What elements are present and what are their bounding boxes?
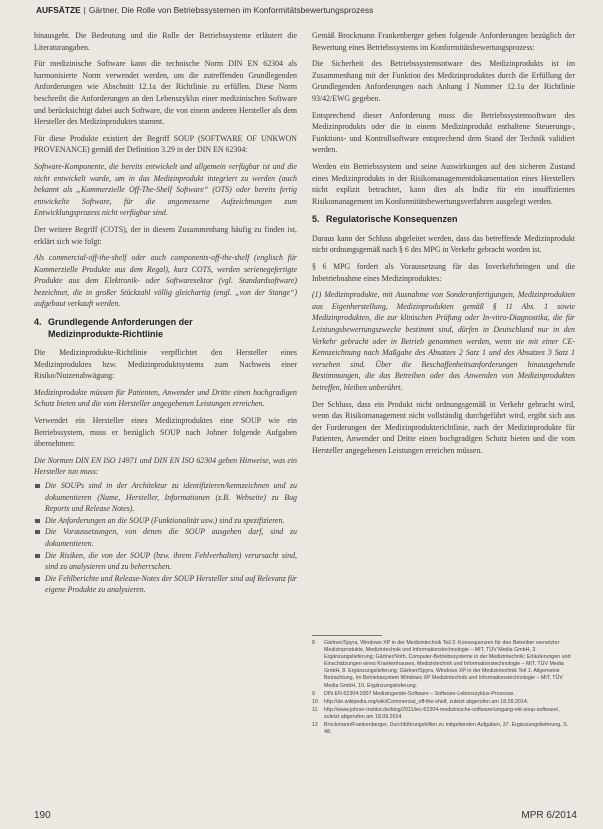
footnote [312,699,575,706]
list-item: Die SOUPs sind in der Architektur zu identifizieren/kennzeichnen und zu dokumentieren (Name, Hersteller, Informationen (z.B. Webseite) zu Bug Reports und Release Notes). [34,480,297,515]
paragraph: § 6 MPG fordert als Voraussetzung für das Inverkehrbringen und die Inbetriebnahme eines Medizinproduktes: [312,262,575,283]
footnote [312,707,575,721]
cots-quote: Als commercial-off-the-shelf oder auch components-off-the-shelf (englisch für Kommerzielle Produkte aus dem Regal), kurz COTS, werden serienegefertigte Produkte aus dem Elektronik- oder Softwaresektor (vgl. Standardsoftware) bezeichnet, die in großer Stückzahl völlig gleichartig (engl. „von der Stange“) aufgebaut verkauft werden. [34,253,297,309]
list-item: Die Anforderungen an die SOUP (Funktionalität usw.) sind zu spezifizieren. [34,515,297,527]
footnote [312,722,575,736]
footnote-text: http://www.johner-institut.de/blog/2011/iec-62304-medizinische-software/umgang-mit-soup-software/, zuletzt abgerufen am 18.09.2014. [324,706,560,720]
footnote-text: http://de.wikipedia.org/wiki/Commercial_off-the-shelf, zuletzt abgerufen am 18.09.2014. [324,698,529,705]
paragraph: hinausgeht. Die Bedeutung und die Rolle der Betriebssysteme erläutert die Literaturangaben. [34,31,297,52]
section-number: 4. [34,317,42,328]
running-header [36,5,576,15]
paragraph: Verwendet ein Hersteller eines Medizinproduktes eine SOUP wie ein Betriebssystem, muss er bezüglich SOUP nach Johner folgende Aufgaben übernehmen: [34,416,297,449]
list-item: Die Risiken, die von der SOUP (bzw. ihrem Fehlverhalten) verursacht sind, sind zu analysieren und zu beherrschen. [34,550,297,573]
standards-intro: Die Normen DIN EN ISO 14971 und DIN EN ISO 62304 geben Hinweise, was ein Hersteller tun muss: [34,455,297,477]
footnote-rule [312,635,382,636]
section-heading-4 [34,317,297,340]
footnote-text: Brockmann/Frankenberger, Durchführungshilfen zu mitgeltenden Aufgaben, 37. Ergänzungslieferung, S. 48. [324,722,569,736]
soup-task-list [34,480,297,596]
paragraph: Die Medizinprodukte-Richtlinie verpflichtet den Hersteller eines Medizinproduktes bzw. Medizinproduktsystems zum Nachweis einer Risiko/Nutzenabwägung: [34,348,297,381]
journal-issue: MPR 6/2014 [521,810,577,821]
footnote-text: DIN EN 62304:2007 Medizingeräte-Software – Software-Lebenszyklus-Prozesse. [324,690,515,697]
section-heading-5 [312,214,575,226]
footnote-number: 9 [312,690,315,697]
definition-quote: Software-Komponente, die bereits entwickelt und allgemein verfügbar ist und die nicht entwickelt wurde, um in das Medizinprodukt integriert zu werden (auch bekannt als „Kommerzielle Off-The-Shelf Software“ (OTS) oder bereits fertig entwickelte Software, für die angemessene Aufzeichnungen zum Entwicklungsprozess nicht verfügbar sind. [34,161,297,218]
footnote-number: 8 [312,640,315,646]
header-separator: | [83,5,86,15]
paragraph: Für medizinische Software kann die technische Norm DIN EN 62304 als harmonisierte Norm verwendet werden, um die zutreffenden Grundlegenden Anforderungen wie Abschnitt 12.1a der Richtlinie zu erfüllen. Diese Norm beschreibt die Anforderungen an den Lebenszyklus einer medizinischen Software und berücksichtigt dabei auch Software, die von einem anderen Hersteller als dem Hersteller des Medizinproduktes stammt. [34,59,297,127]
footnote-number: 11 [312,706,318,713]
footnote-text: Gärtner/Spyra, Windows XP in der Medizintechnik Teil 2: Konsequenzen für den Betreiber vernetzter Medizinprodukte, Medizintechnik und Informationstechnologie – MIT, TÜV Media GmbH, 3. Ergänzungslieferung; Gärtner/Voth, Computer-Betriebssysteme in der Medizintechnik: Erläuterungen und Einschätzungen eines Krankenhauses, Medizintechnik und Informationstechnologie – MIT, TÜV Media GmbH, 8. Ergänzungslieferung; Gärtner/Spyra, Windows XP in der Medizintechnik Teil 1: Allgemeine Betrachtung, Im Betriebssystem Windows XP Medizintechnik und Informationstechnologie – MIT, TÜV Media GmbH, 10. Ergänzungslieferung. [324,640,571,689]
law-quote: (1) Medizinprodukte, mit Ausnahme von Sonderanfertigungen, Medizinprodukten aus Eigenherstellung, Medizinprodukten gemäß § 11 Abs. 1 sowie Medizinprodukten, die zur klinischen Prüfung oder In-vitro-Diagnostika, die für Leistungsbewertungszwecke bestimmt sind, dürfen in Deutschland nur in den Verkehr gebracht oder in Betrieb genommen werden, wenn sie mit einer CE-Kennzeichnung nach Maßgabe des Absatzes 2 Satz 1 und des Absatzes 3 Satz 1 versehen sind. Über die Beschaffenheitsanforderungen hinausgehende Bestimmungen, die das Betreiben oder das Anwenden von Medizinprodukten betreffen, bleiben unberührt. [312,290,575,392]
list-item: Die Fehlberichte und Release-Notes der SOUP Hersteller sind auf Relevanz für eigene Produkte zu analysieren. [34,573,297,596]
page-number: 190 [34,810,51,821]
footnote [312,640,575,690]
list-item: Die Voraussetzungen, von denen die SOUP ausgehen darf, sind zu dokumentieren. [34,526,297,549]
paragraph: Daraus kann der Schluss abgeleitet werden, dass das betreffende Medizinprodukt nicht ordnungsgemäß nach § 6 des MPG in Verkehr gebracht worden ist. [312,233,575,255]
footnote [312,691,575,698]
paragraph: Gemäß Brockmann Frankenberger geben folgende Anforderungen bezüglich der Bewertung eines Betriebssystems im Konformitätsbewertungsprozess: [312,31,575,52]
right-column [312,30,575,462]
left-column [34,30,297,601]
paragraph: Entsprechend dieser Anforderung muss die Betriebssystemsoftware des Medizinprodukts oder die in einem Medizinprodukt enthaltene Steuerungs-, Funktions- und Kontrollsoftware entsprechend dem Stand der Technik validiert werden. [312,110,575,155]
section-title-line1: Grundlegende Anforderungen der [48,317,193,328]
footnote-number: 10 [312,698,318,705]
paragraph: Die Sicherheit des Betriebssystemsotware des Medizinprodukts ist im Zusammenhang mit der Funktion des Medizinproduktes durch die Erfüllung der Grundlegenden Anforderungen nach Anhang I Nummer 12.1a der Richtlinie 93/42/EWG gegeben. [312,59,575,103]
section-title: Regulatorische Konsequenzen [326,214,458,225]
paragraph: Für diese Produkte existiert der Begriff SOUP (SOFTWARE OF UNKWON PROVENANCE) gemäß der Definition 3.29 in der DIN EN 62304: [34,133,297,155]
paragraph: Der weitere Begriff (COTS), der in diesem Zusammenhang häufig zu finden ist, erklärt sich wie folgt: [34,224,297,246]
footnote-number: 12 [312,722,318,729]
paragraph: Werden ein Betriebssystem und seine Auswirkungen auf den sicheren Zustand eines Medizinprodukts in der Risikomanagementdokumentation eines Herstellers nicht explizit betrachtet, kann dies als Indiz für ein insuffizientes Risikomanagement im Konformitätsbewertungsverfahren ausgelegt werden. [312,161,575,206]
footnotes [312,635,575,737]
section-number: 5. [312,214,320,225]
article-title: Gärtner, Die Rolle von Betriebssystemen im Konformitätsbewertungsprozess [88,5,374,15]
section-label: AUFSÄTZE [36,5,81,15]
section-title-line2: Medizinprodukte-Richtlinie [48,328,164,339]
paragraph: Der Schluss, dass ein Produkt nicht ordnungsgemäß in Verkehr gebracht wird, wenn das Risikomanagement nicht vollständig durchgeführt wird, ergibt sich aus der Forderungen der Medizinprodukterichtlinie, nach der Medizinprodukte für Patienten, Anwender und Dritte einen hochgradigen Schutz bieten und die vom Hersteller angegebenen Leistungen erreichen müssen. [312,399,575,455]
directive-quote: Medizinprodukte müssen für Patienten, Anwender und Dritte einen hochgradigen Schutz bieten und die vom Hersteller angegebenen Leistungen erreichen. [34,387,297,409]
